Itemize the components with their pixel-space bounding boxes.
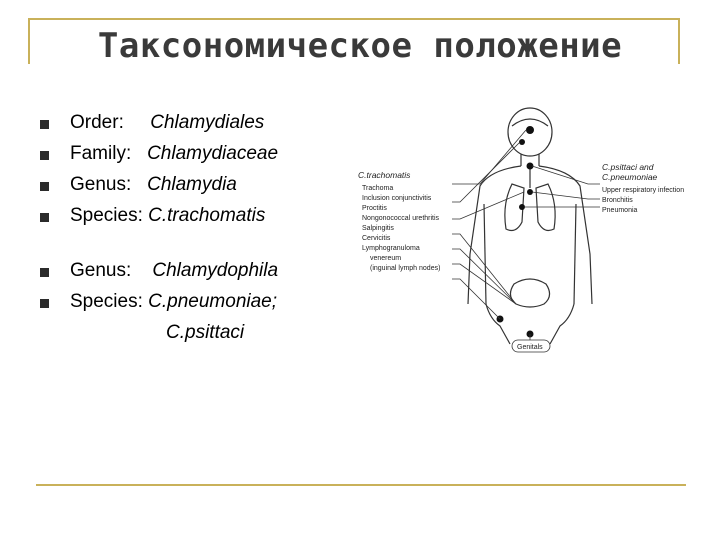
- left-item-label: Cervicitis: [362, 235, 391, 242]
- left-item-label: Lymphogranuloma: [362, 245, 420, 252]
- bullet-icon: [40, 268, 49, 277]
- taxonomy-value: Chlamydiales: [150, 112, 265, 133]
- right-header-label-1: C.psittaci and: [602, 162, 654, 172]
- taxonomy-order: [70, 112, 264, 134]
- bullet-icon: [40, 120, 49, 129]
- left-item-label: Salpingitis: [362, 225, 394, 232]
- bullet-icon: [40, 151, 49, 160]
- slide-title: Таксономическое положение: [97, 26, 623, 66]
- taxonomy-species-2: [70, 291, 277, 313]
- frame-top-border: [28, 18, 680, 20]
- bullet-icon: [40, 299, 49, 308]
- left-item-label: venereum: [370, 255, 402, 262]
- left-item-label: Trachoma: [362, 185, 394, 192]
- taxonomy-key: Species:: [70, 205, 143, 226]
- taxonomy-value: C.trachomatis: [148, 205, 266, 226]
- taxonomy-key: Genus:: [70, 260, 132, 281]
- left-item-label: Nongonococcal urethritis: [362, 215, 440, 222]
- right-header-label-2: C.pneumoniae: [602, 172, 658, 182]
- taxonomy-species: [70, 205, 265, 227]
- taxonomy-value: Chlamydia: [147, 174, 237, 195]
- leader-lines: [452, 130, 600, 340]
- body-outline: [468, 108, 592, 344]
- taxonomy-genus: [70, 174, 237, 196]
- taxonomy-value: C.pneumoniae;: [148, 291, 278, 312]
- left-item-label: Inclusion conjunctivitis: [362, 195, 432, 202]
- right-item-label: Bronchitis: [602, 197, 633, 204]
- left-item-label: Proctitis: [362, 205, 387, 212]
- taxonomy-key: Genus:: [70, 174, 132, 195]
- frame-bottom-border: [36, 484, 686, 486]
- right-item-label: Pneumonia: [602, 207, 638, 214]
- genitals-label: Genitals: [517, 344, 543, 351]
- taxonomy-species-3: [166, 322, 244, 344]
- taxonomy-family: [70, 143, 278, 165]
- taxonomy-value: Chlamydophila: [152, 260, 279, 281]
- right-item-label: Upper respiratory infection: [602, 187, 685, 194]
- body-diagram: [340, 104, 700, 354]
- bullet-icon: [40, 213, 49, 222]
- left-header-label: C.trachomatis: [358, 170, 411, 180]
- taxonomy-value: C.psittaci: [166, 322, 245, 343]
- bullet-icon: [40, 182, 49, 191]
- taxonomy-key: Family:: [70, 143, 132, 164]
- taxonomy-genus-2: [70, 260, 278, 282]
- left-item-label: (inguinal lymph nodes): [370, 265, 441, 272]
- taxonomy-value: Chlamydiaceae: [147, 143, 279, 164]
- taxonomy-key: Order:: [70, 112, 124, 133]
- taxonomy-key: Species:: [70, 291, 143, 312]
